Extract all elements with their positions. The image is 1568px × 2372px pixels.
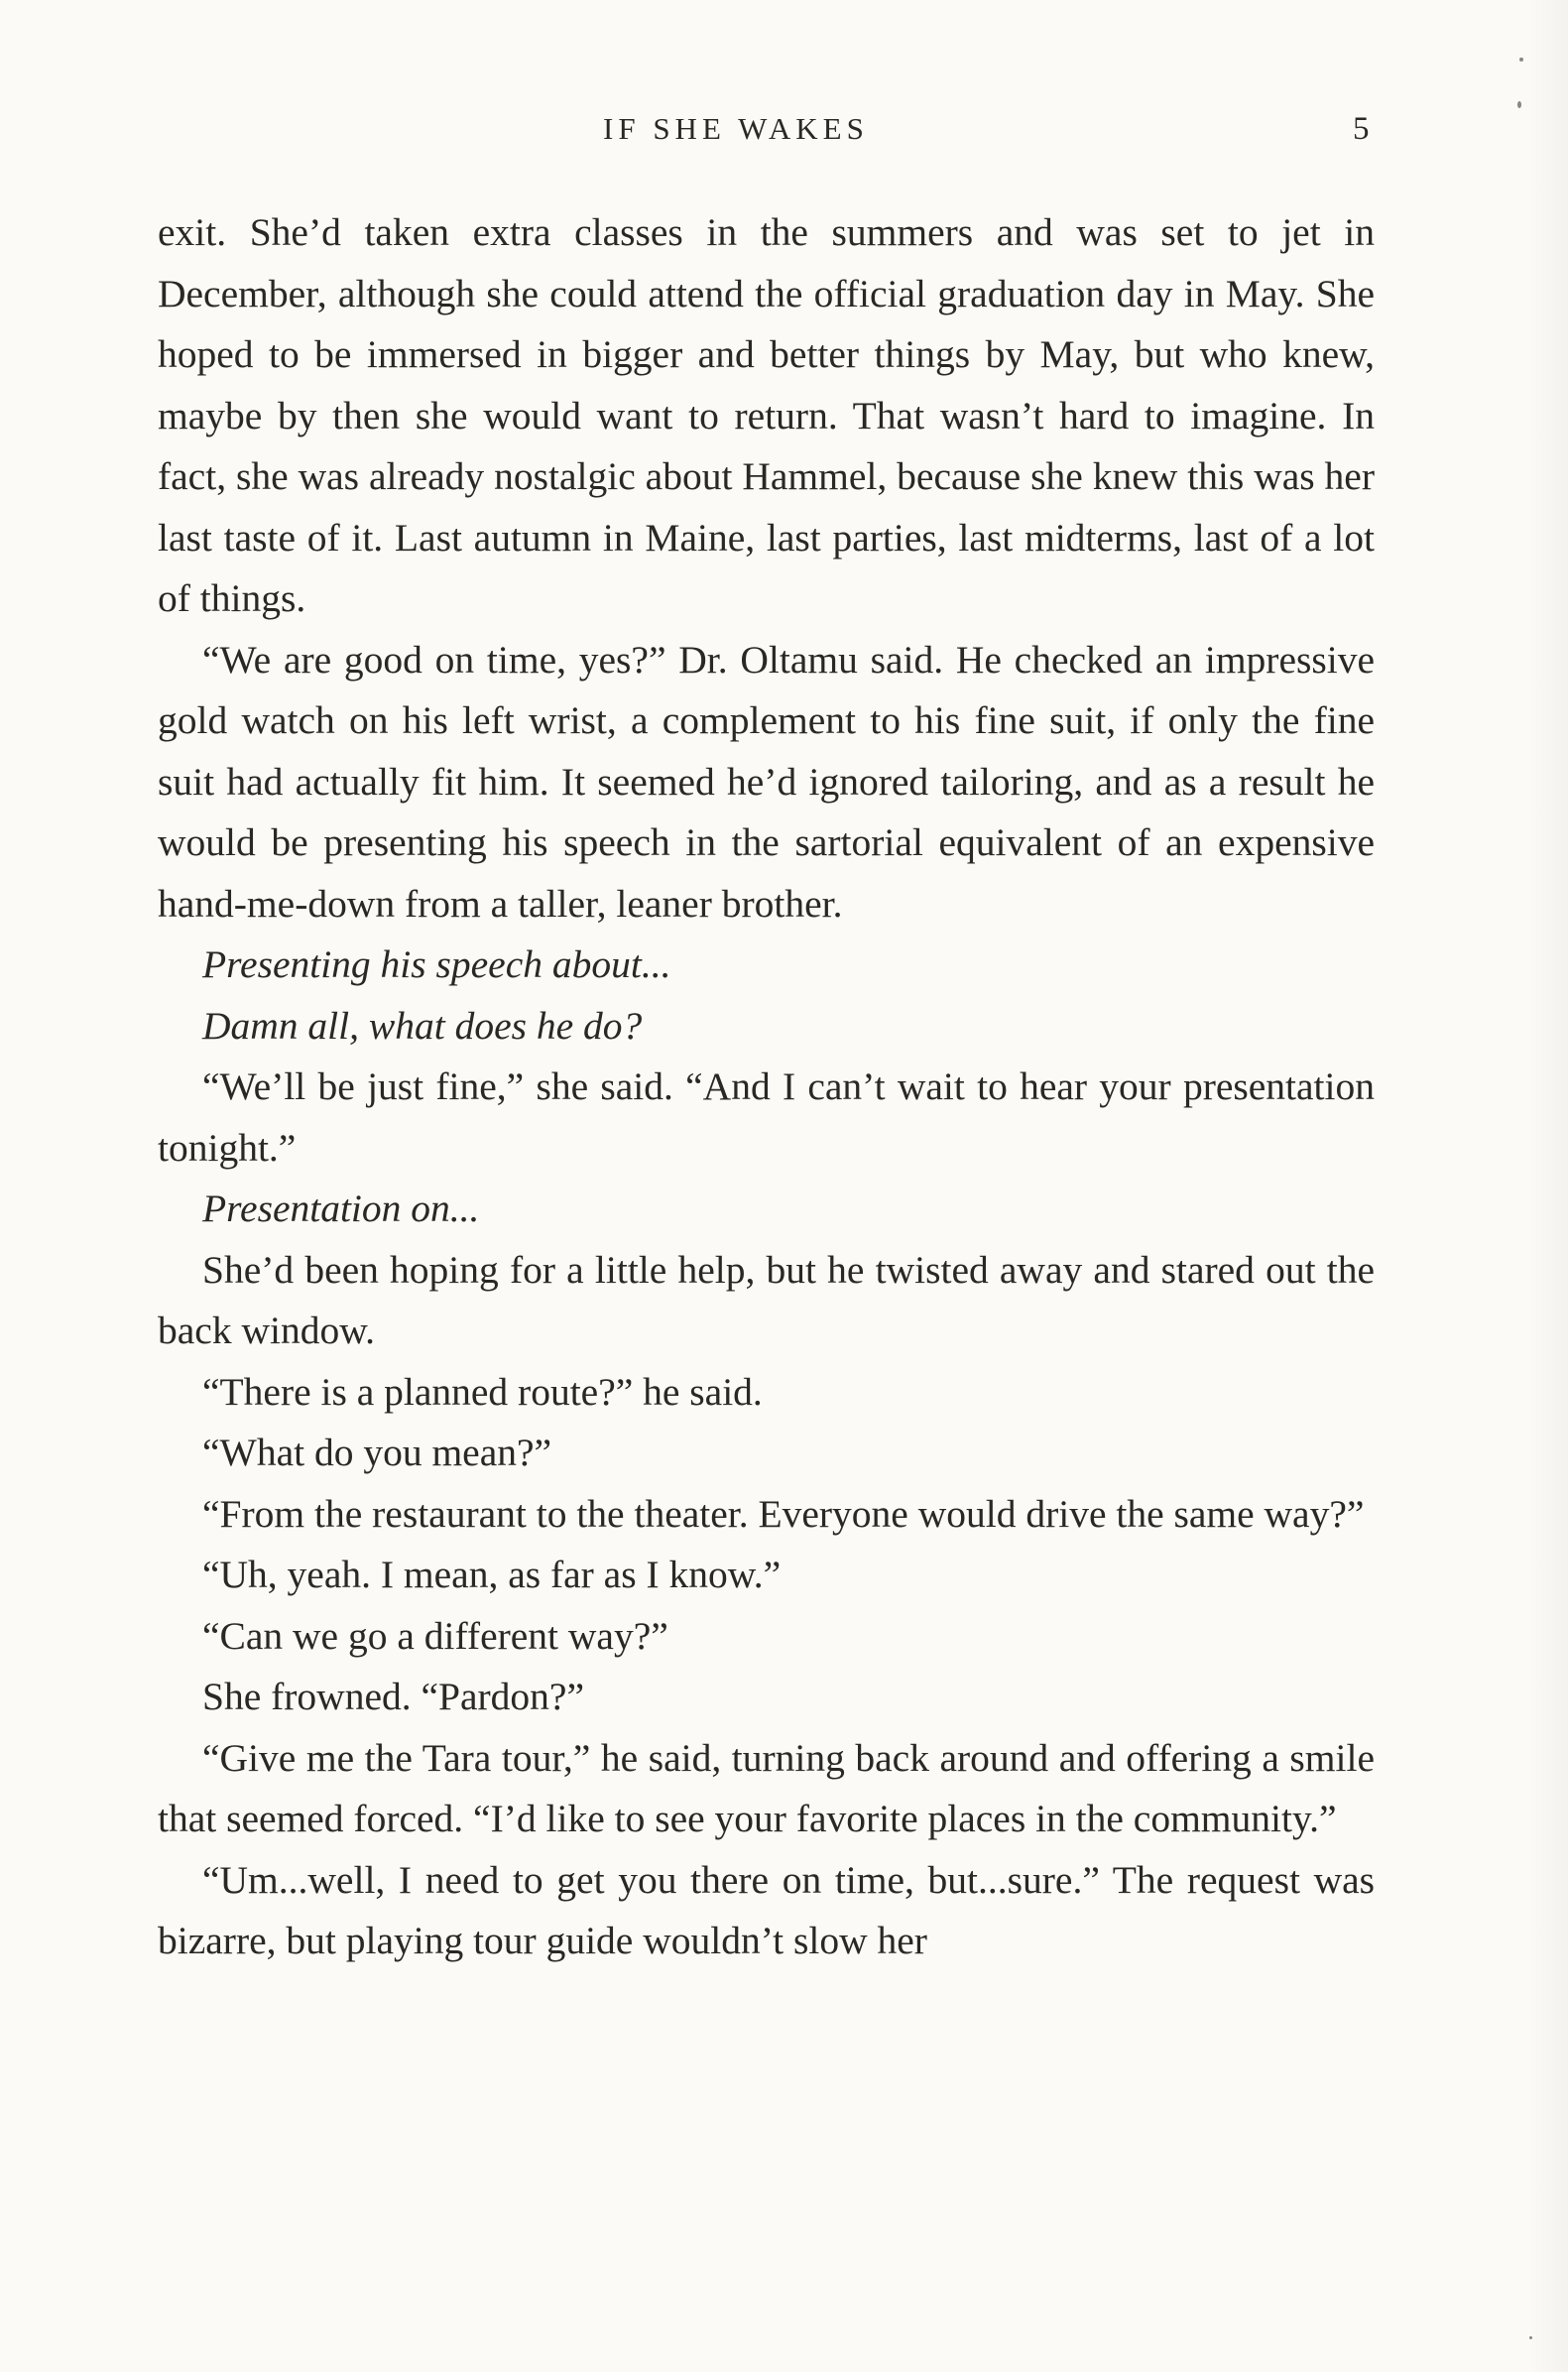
paragraph: She’d been hoping for a little help, but he twisted away and stared out the back window.	[158, 1247, 1375, 1352]
paragraph: exit. She’d taken extra classes in the summers and was set to jet in December, although she could attend the official graduation day in May. She hoped to be immersed in bigger and better things by May, but who knew, maybe by then she would want to return. That wasn’t hard to imagine. In fact, she was already nostalgic about Hammel, because she knew this was her last taste of it. Last autumn in Maine, last parties, last midterms, last of a lot of things.	[158, 210, 1375, 620]
paragraph: “There is a planned route?” he said.	[202, 1369, 763, 1414]
paragraph: “From the restaurant to the theater. Everyone would drive the same way?”	[202, 1491, 1365, 1536]
paragraph: “We’ll be just fine,” she said. “And I can’t wait to hear your presentation tonight.”	[158, 1064, 1375, 1170]
page-number: 5	[1353, 111, 1370, 147]
italic-thought: Damn all, what does he do?	[202, 1003, 643, 1048]
italic-thought: Presenting his speech about...	[202, 942, 671, 986]
paragraph: “Uh, yeah. I mean, as far as I know.”	[202, 1553, 782, 1596]
page-edge-shadow	[1528, 0, 1568, 2372]
scan-speck	[1519, 58, 1523, 62]
italic-thought: Presentation on...	[202, 1186, 480, 1230]
running-head	[0, 107, 1568, 151]
paragraph: “Give me the Tara tour,” he said, turning back around and offering a smile that seemed forced. “I’d like to see your favorite places in the community.”	[158, 1735, 1375, 1840]
paragraph: “What do you mean?”	[202, 1431, 552, 1474]
running-head-title: IF SHE WAKES	[603, 111, 869, 146]
paragraph: “Can we go a different way?”	[202, 1613, 668, 1658]
paragraph: “We are good on time, yes?” Dr. Oltamu said. He checked an impressive gold watch on his left wrist, a complement to his fine suit, if only the fine suit had actually fit him. It seemed he’d ignored tailoring, and as a result he would be presenting his speech in the sartorial equivalent of an expensive hand-me-down from a taller, leaner brother.	[158, 637, 1375, 926]
body-text	[158, 202, 1375, 1972]
scan-speck	[1517, 101, 1521, 108]
paragraph: “Um...well, I need to get you there on time, but...sure.” The request was bizarre, but playing tour guide wouldn’t slow her	[158, 1857, 1375, 1962]
paragraph: She frowned. “Pardon?”	[202, 1675, 584, 1718]
scan-speck	[1529, 2336, 1532, 2339]
